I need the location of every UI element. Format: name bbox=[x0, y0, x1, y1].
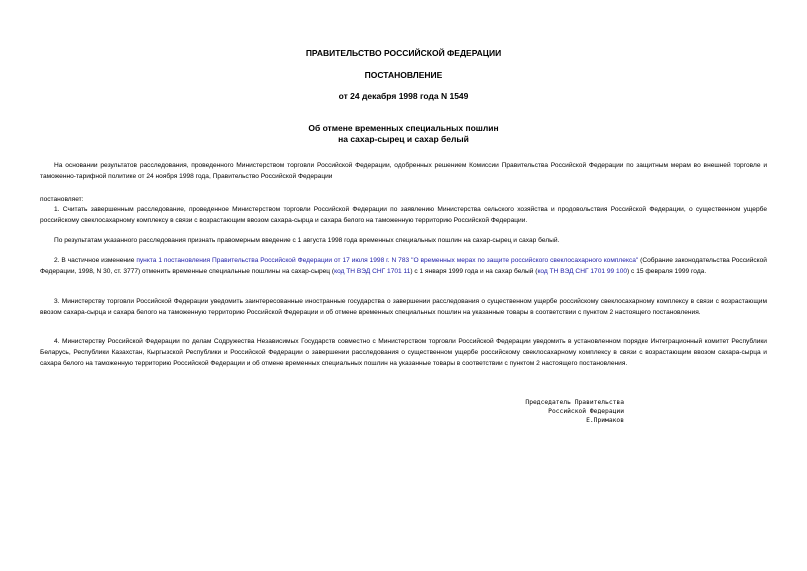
intro-paragraph: На основании результатов расследования, проведенного Министерством торговли Российской Федерации, одобренных решением Комиссии Правительства Российской Федерации по защитным мерам во внешней торговле и таможенно-тарифной политике от 24 ноября 1998 года, Правительство Российской Федерации bbox=[40, 162, 767, 180]
item-3-paragraph: 3. Министерству торговли Российской Федерации уведомить заинтересованные иностранные государства о завершении расследования о существенном ущербе российскому свеклосахарному комплексу в связи с возрастающим ввозом сахара-сырца и сахара белого на таможенную территорию Российской Федерации и об отмене временных специальных пошлин на указанные товары в соответствии с пунктом 2 настоящего постановления. bbox=[40, 298, 767, 316]
document-date-number: от 24 декабря 1998 года N 1549 bbox=[338, 91, 469, 101]
item-2-text-1: 2. В частичное изменение bbox=[54, 257, 137, 264]
item-2-text-4: ) с 15 февраля 1999 года. bbox=[627, 268, 707, 275]
item-2-paragraph bbox=[40, 255, 767, 277]
document-title-line2: на сахар-сырец и сахар белый bbox=[338, 134, 469, 144]
document-type-heading: ПОСТАНОВЛЕНИЕ bbox=[364, 70, 443, 80]
resolves-paragraph: постановляет: bbox=[40, 196, 84, 203]
code-1701-11-link[interactable]: код ТН ВЭД СНГ 1701 11 bbox=[334, 268, 411, 275]
signature-position: Председатель Правительства bbox=[525, 399, 624, 406]
signature-organization: Российской Федерации bbox=[548, 408, 624, 415]
results-paragraph: По результатам указанного расследования признать правомерным введение с 1 августа 1998 года временных специальных пошлин на сахар-сырец и сахар белый. bbox=[54, 237, 560, 244]
item-4-paragraph: 4. Министерству Российской Федерации по делам Содружества Независимых Государств совместно с Министерством торговли Российской Федерации уведомить в установленном порядке Интеграционный комитет Республики Беларусь, Республики Казахстан, Кыргызской Республики и Российской Федерации о завершении расследования о существенном ущербе российскому свеклосахарному комплексу в связи с возрастающим ввозом сахара-сырца и сахара белого на таможенную территорию Российской Федерации и об отмене временных специальных пошлин на указанные товары в соответствии с пунктом 2 настоящего постановления. bbox=[40, 338, 767, 367]
organization-heading: ПРАВИТЕЛЬСТВО РОССИЙСКОЙ ФЕДЕРАЦИИ bbox=[305, 48, 502, 58]
signature-name: Е.Примаков bbox=[586, 417, 624, 424]
code-1701-99-100-link[interactable]: код ТН ВЭД СНГ 1701 99 100 bbox=[537, 268, 628, 275]
document-title-line1: Об отмене временных специальных пошлин bbox=[308, 123, 499, 133]
signature-block bbox=[525, 398, 624, 425]
item-1-paragraph: 1. Считать завершенным расследование, проведенное Министерством торговли Российской Федерации по заявлению Министерства сельского хозяйства и продовольствия Российской Федерации, о существенном ущербе российскому свеклосахарному комплексу в связи с возрастающим ввозом сахара-сырца и сахара белого на таможенную территорию Российской Федерации. bbox=[40, 206, 767, 224]
item-2-text-3: ) с 1 января 1999 года и на сахар белый ( bbox=[410, 268, 538, 275]
item-2-text-2: (Собрание законодательства Российской Федерации, 1998, N 30, ст. 3777) отменить временные специальные пошлины на сахар-сырец ( bbox=[40, 257, 767, 275]
resolution-783-link[interactable]: пункта 1 постановления Правительства Российской Федерации от 17 июля 1998 г. N 783 "О временных мерах по защите российского свеклосахарного комплекса" bbox=[136, 257, 639, 264]
